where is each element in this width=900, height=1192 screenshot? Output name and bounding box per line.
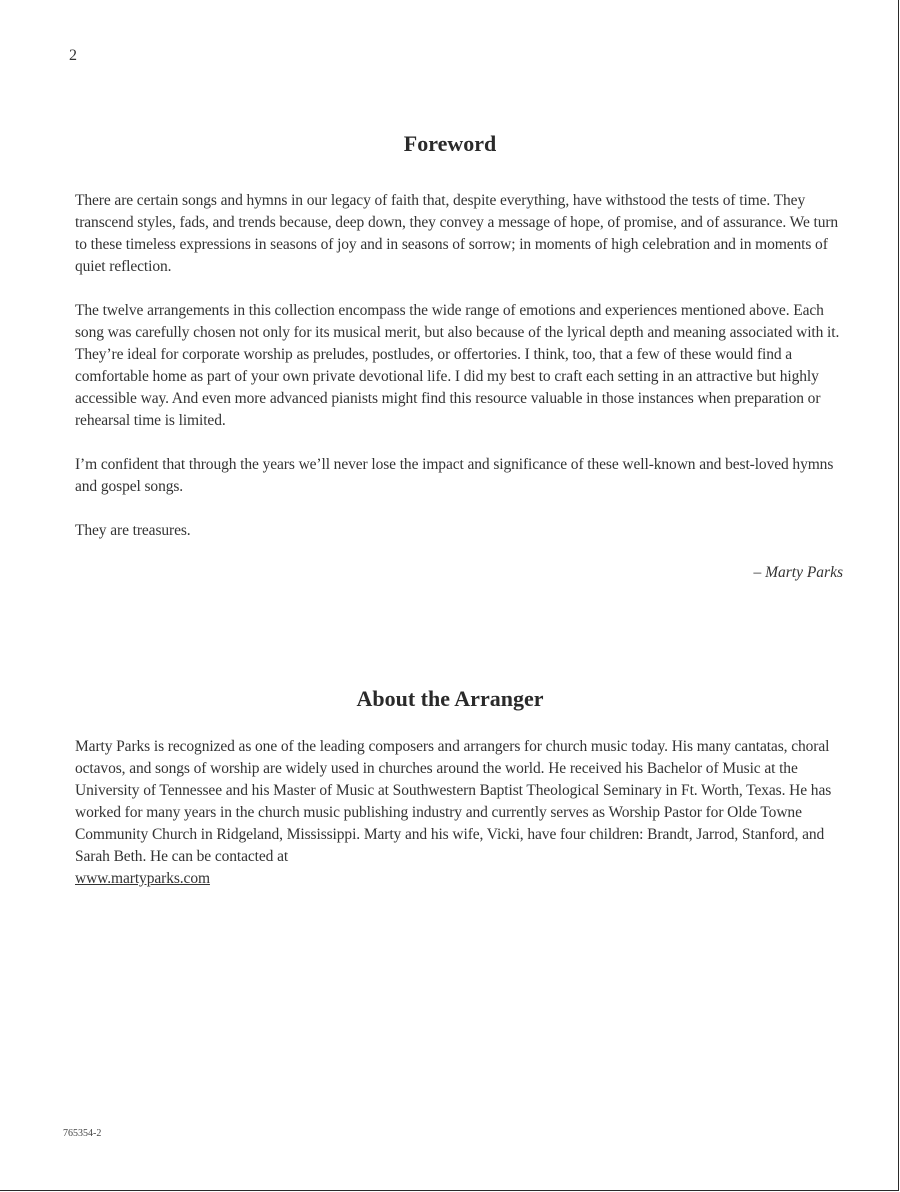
foreword-paragraph-1: There are certain songs and hymns in our legacy of faith that, despite everything, have withstood the tests of time. They transcend styles, fads, and trends because, deep down, they convey a message of hope, of promise, and of assurance. We turn to these timeless expressions in seasons of joy and in seasons of sorrow; in moments of high celebration and in moments of quiet reflection. bbox=[75, 192, 839, 275]
page-number: 2 bbox=[69, 47, 77, 64]
foreword-paragraph-4: They are treasures. bbox=[75, 522, 191, 539]
website-link[interactable]: www.martyparks.com bbox=[75, 870, 210, 887]
foreword-signature: – Marty Parks bbox=[753, 564, 843, 581]
catalog-number: 765354-2 bbox=[63, 1128, 102, 1139]
about-arranger-text bbox=[75, 736, 845, 890]
foreword-paragraph-2: The twelve arrangements in this collection encompass the wide range of emotions and experiences mentioned above. Each song was carefully chosen not only for its musical merit, but also because of the lyrical depth and meaning associated with it. They’re ideal for corporate worship as preludes, postludes, or offertories. I think, too, that a few of these would find a comfortable home as part of your own private devotional life. I did my best to craft each setting in an attractive but highly accessible way. And even more advanced pianists might find this resource valuable in those instances when preparation or rehearsal time is limited. bbox=[75, 302, 840, 429]
foreword-title: Foreword bbox=[403, 131, 497, 156]
about-arranger-title: About the Arranger bbox=[356, 686, 544, 711]
foreword-paragraph-3: I’m confident that through the years we’ll never lose the impact and significance of these well-known and best-loved hymns and gospel songs. bbox=[75, 456, 834, 495]
about-arranger-body: Marty Parks is recognized as one of the leading composers and arrangers for church music today. His many cantatas, choral octavos, and songs of worship are widely used in churches around the world. He received his Bachelor of Music at the University of Tennessee and his Master of Music at Southwestern Baptist Theological Seminary in Ft. Worth, Texas. He has worked for many years in the church music publishing industry and currently serves as Worship Pastor for Olde Towne Community Church in Ridgeland, Mississippi. Marty and his wife, Vicki, have four children: Brandt, Jarrod, Stanford, and Sarah Beth. He can be contacted at bbox=[75, 738, 832, 865]
